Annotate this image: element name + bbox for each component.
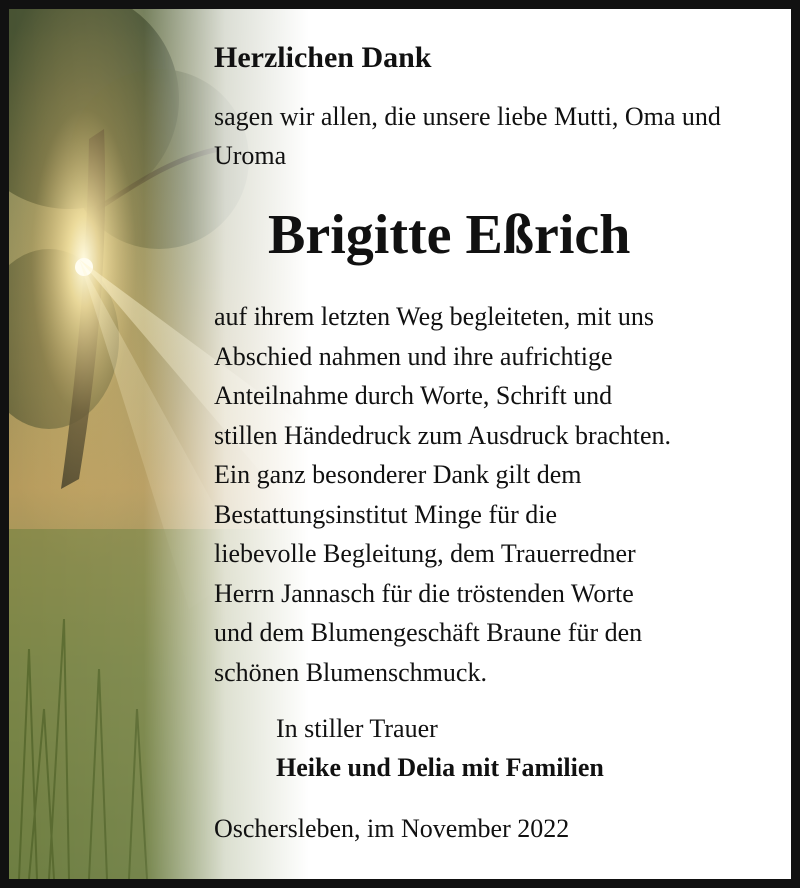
closing-block bbox=[276, 709, 604, 787]
notice-intro: sagen wir allen, die unsere liebe Mutti, Oma und Uroma bbox=[214, 102, 721, 170]
body-line: Bestattungsinstitut Minge für die bbox=[214, 499, 558, 529]
body-line: Herrn Jannasch für die tröstenden Worte bbox=[214, 578, 634, 608]
body-line: Abschied nahmen und ihre aufrichtige bbox=[214, 341, 613, 371]
notice-body bbox=[214, 297, 794, 692]
deceased-name: Brigitte Eßrich bbox=[268, 204, 631, 266]
mourning-family: Heike und Delia mit Familien bbox=[276, 753, 604, 782]
body-line: auf ihrem letzten Weg begleiteten, mit uns bbox=[214, 302, 655, 331]
body-line: liebevolle Begleitung, dem Trauerredner bbox=[214, 539, 636, 568]
body-line: Anteilnahme durch Worte, Schrift und bbox=[214, 381, 613, 410]
body-line: schönen Blumenschmuck. bbox=[214, 657, 487, 687]
closing-phrase: In stiller Trauer bbox=[276, 714, 438, 743]
body-line: und dem Blumengeschäft Braune für den bbox=[214, 618, 643, 647]
place-and-date: Oschersleben, im November 2022 bbox=[214, 814, 570, 843]
notice-heading: Herzlichen Dank bbox=[214, 41, 432, 74]
body-line: stillen Händedruck zum Ausdruck brachten. bbox=[214, 420, 672, 450]
body-line: Ein ganz besonderer Dank gilt dem bbox=[214, 460, 582, 489]
